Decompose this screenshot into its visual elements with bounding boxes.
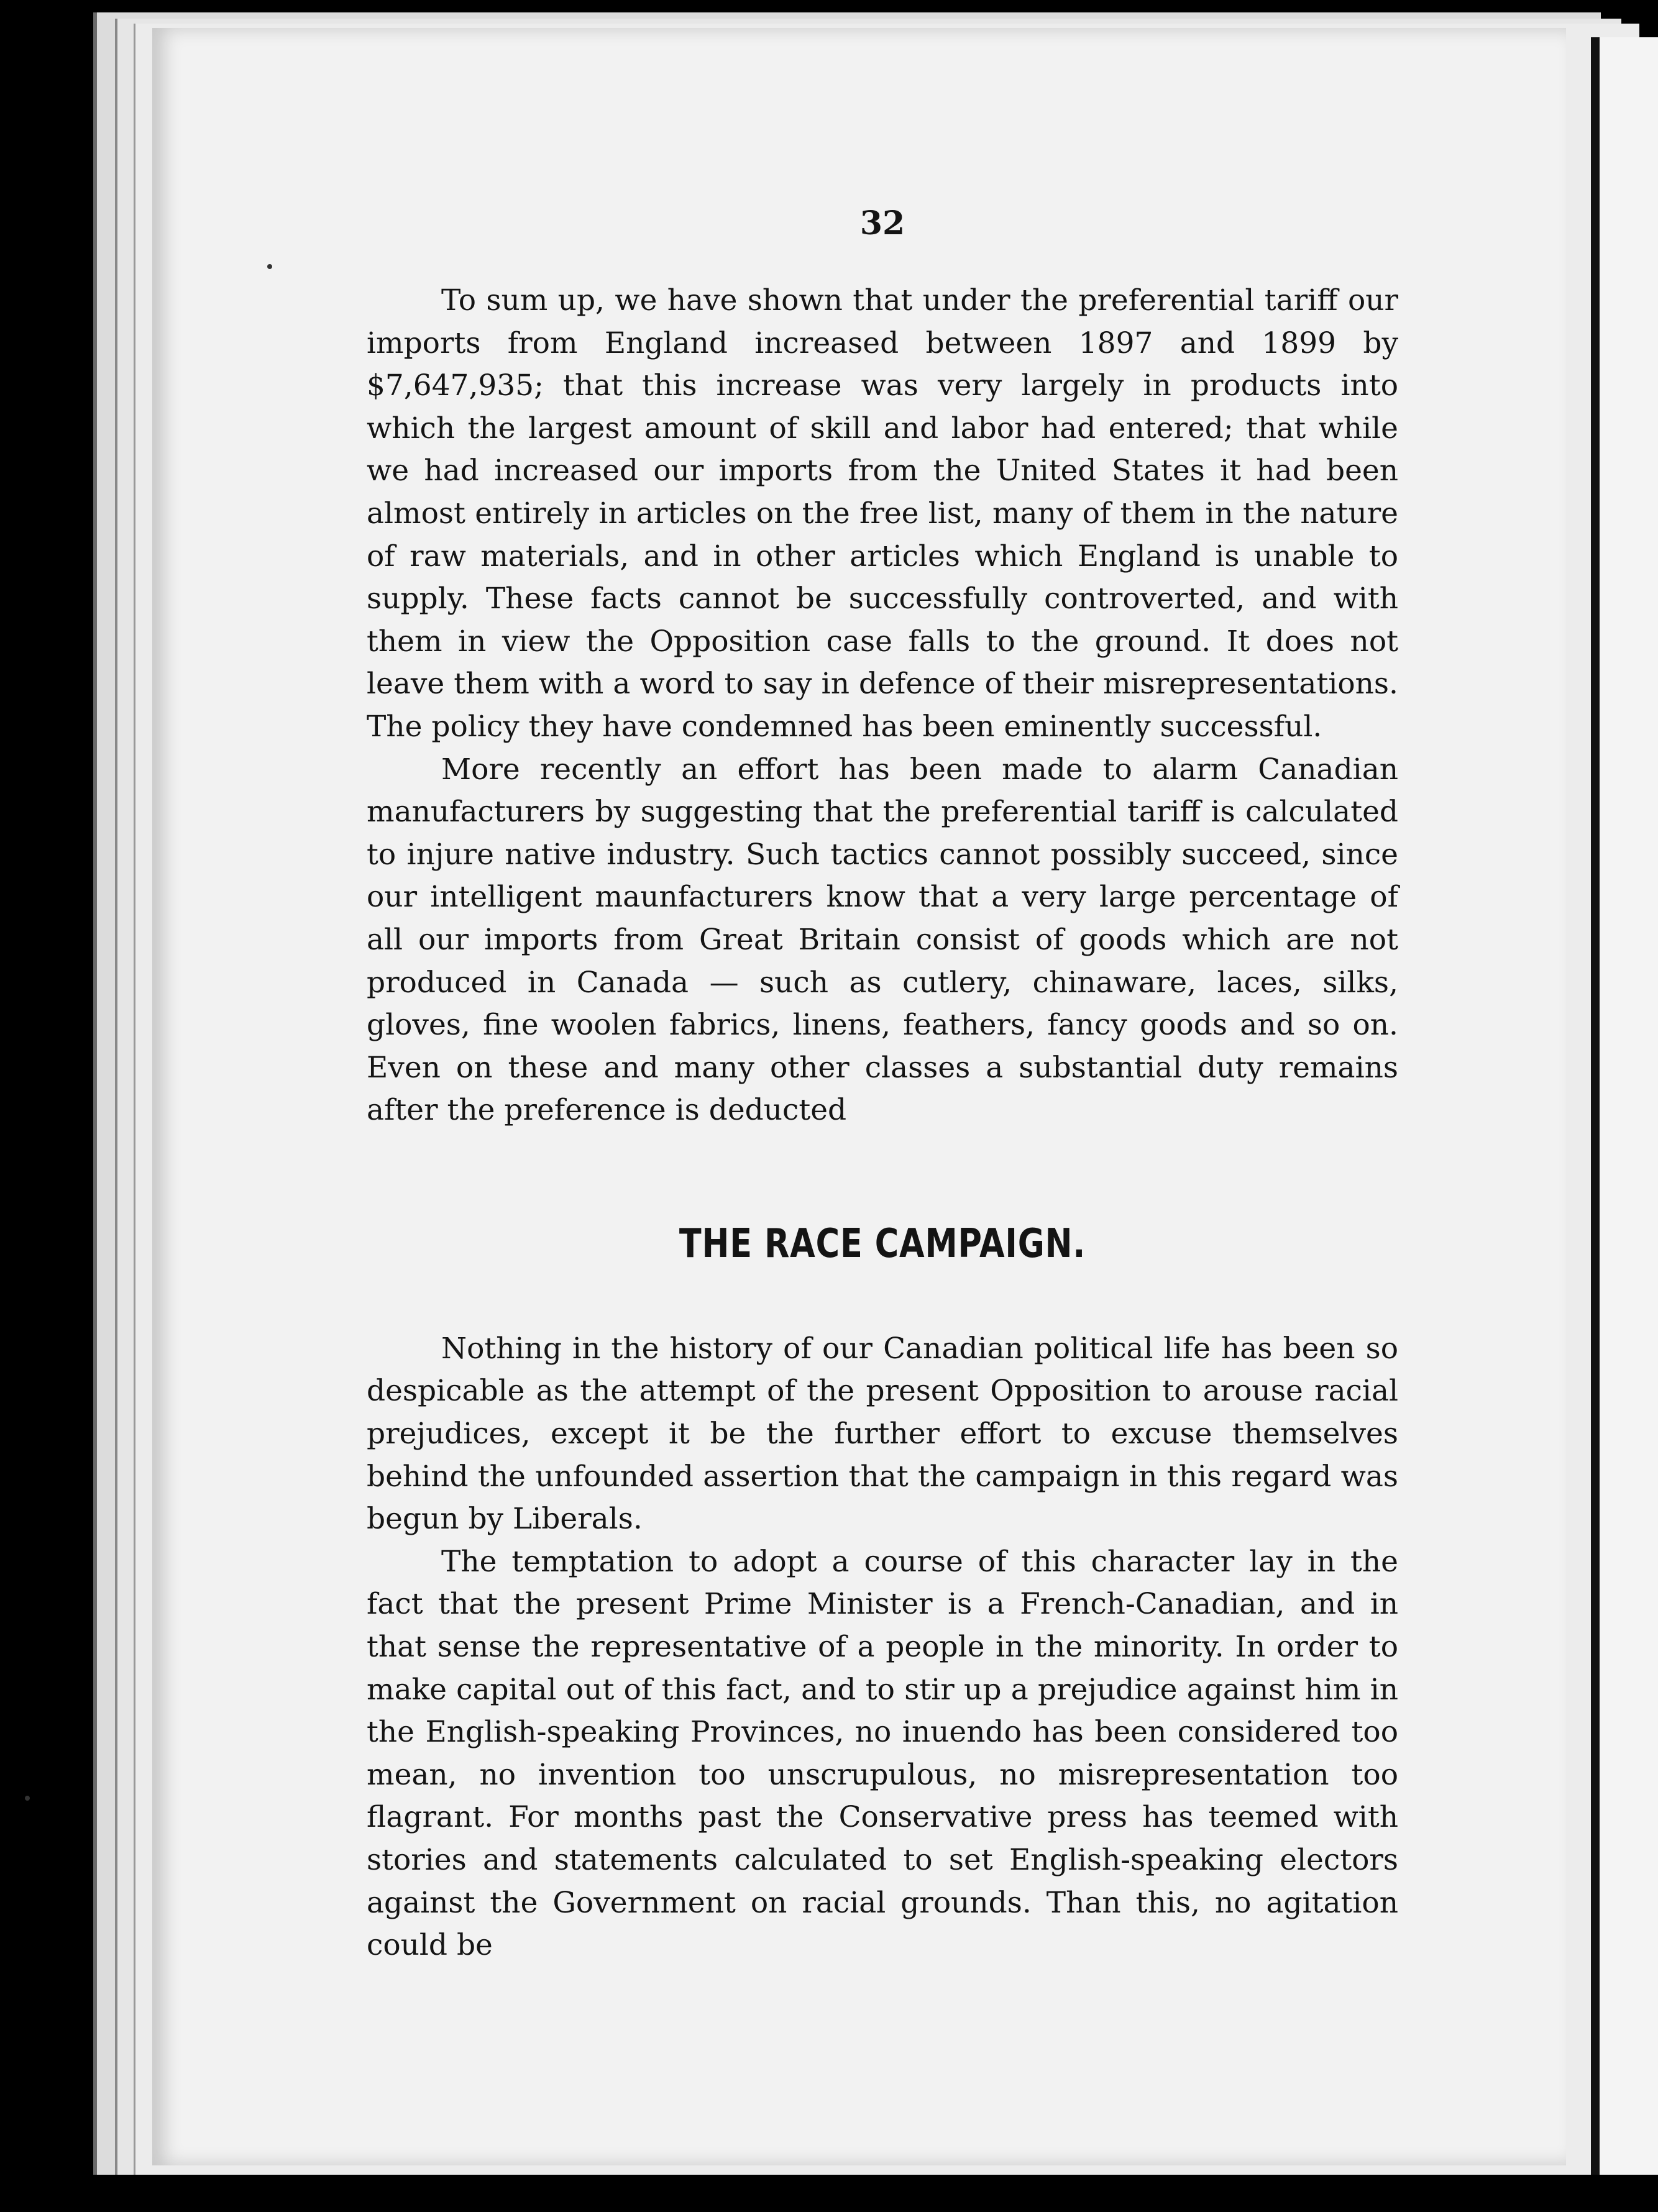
paragraph: More recently an effort has been made to alarm Canadian manufacturers by suggesting that the preferential tariff is calculated to injure native industry. Such tactics cannot possibly succeed, since our intelligent maunfacturers know that a very large percentage of all our imports from Great Britain consist of goods which are not produced in Canada — such as cutlery, chinaware, laces, silks, gloves, fine woolen fabrics, linens, feathers, fancy goods and so on. Even on these and many other classes a substantial duty remains after the preference is deducted xyxy=(367,752,1398,1128)
page-number: 32 xyxy=(859,204,905,242)
scan-border xyxy=(0,2175,1658,2212)
section-heading: THE RACE CAMPAIGN. xyxy=(679,1220,1086,1267)
paragraph: The temptation to adopt a course of this character lay in the fact that the present Prime Minister is a French-Canadian, and in that sense the representative of a people in the minority. In order to make capital out of this fact, and to stir up a prejudice against him in the English-speaking Provinces, no inuendo has been considered too mean, no invention too unscrupulous, no misrepresentation too flagrant. For months past the Conservative press has teemed with stories and statements calculated to set English-speaking electors against the Government on racial grounds. Than this, no agitation could be xyxy=(367,1544,1398,1963)
paragraph: To sum up, we have shown that under the preferential tariff our imports from England increased between 1897 and 1899 by $7,647,935; that this increase was very largely in products into which the largest amount of skill and labor had entered; that while we had increased our imports from the United States it had been almost entirely in articles on the free list, many of them in the nature of raw materials, and in other articles which England is unable to supply. These facts cannot be successfully controverted, and with them in view the Opposition case falls to the ground. It does not leave them with a word to say in defence of their misrepresentations. The policy they have condemned has been eminently successful. xyxy=(367,283,1398,744)
facing-page-edge xyxy=(1591,37,1658,2212)
speck-mark xyxy=(267,264,272,269)
speck-mark xyxy=(25,1796,30,1801)
page-text xyxy=(367,205,1398,1967)
paragraph: Nothing in the history of our Canadian political life has been so despicable as the attempt of the present Opposition to arouse racial prejudices, except it be the further effort to excuse themselves behind the unfounded assertion that the campaign in this regard was begun by Liberals. xyxy=(367,1331,1398,1537)
